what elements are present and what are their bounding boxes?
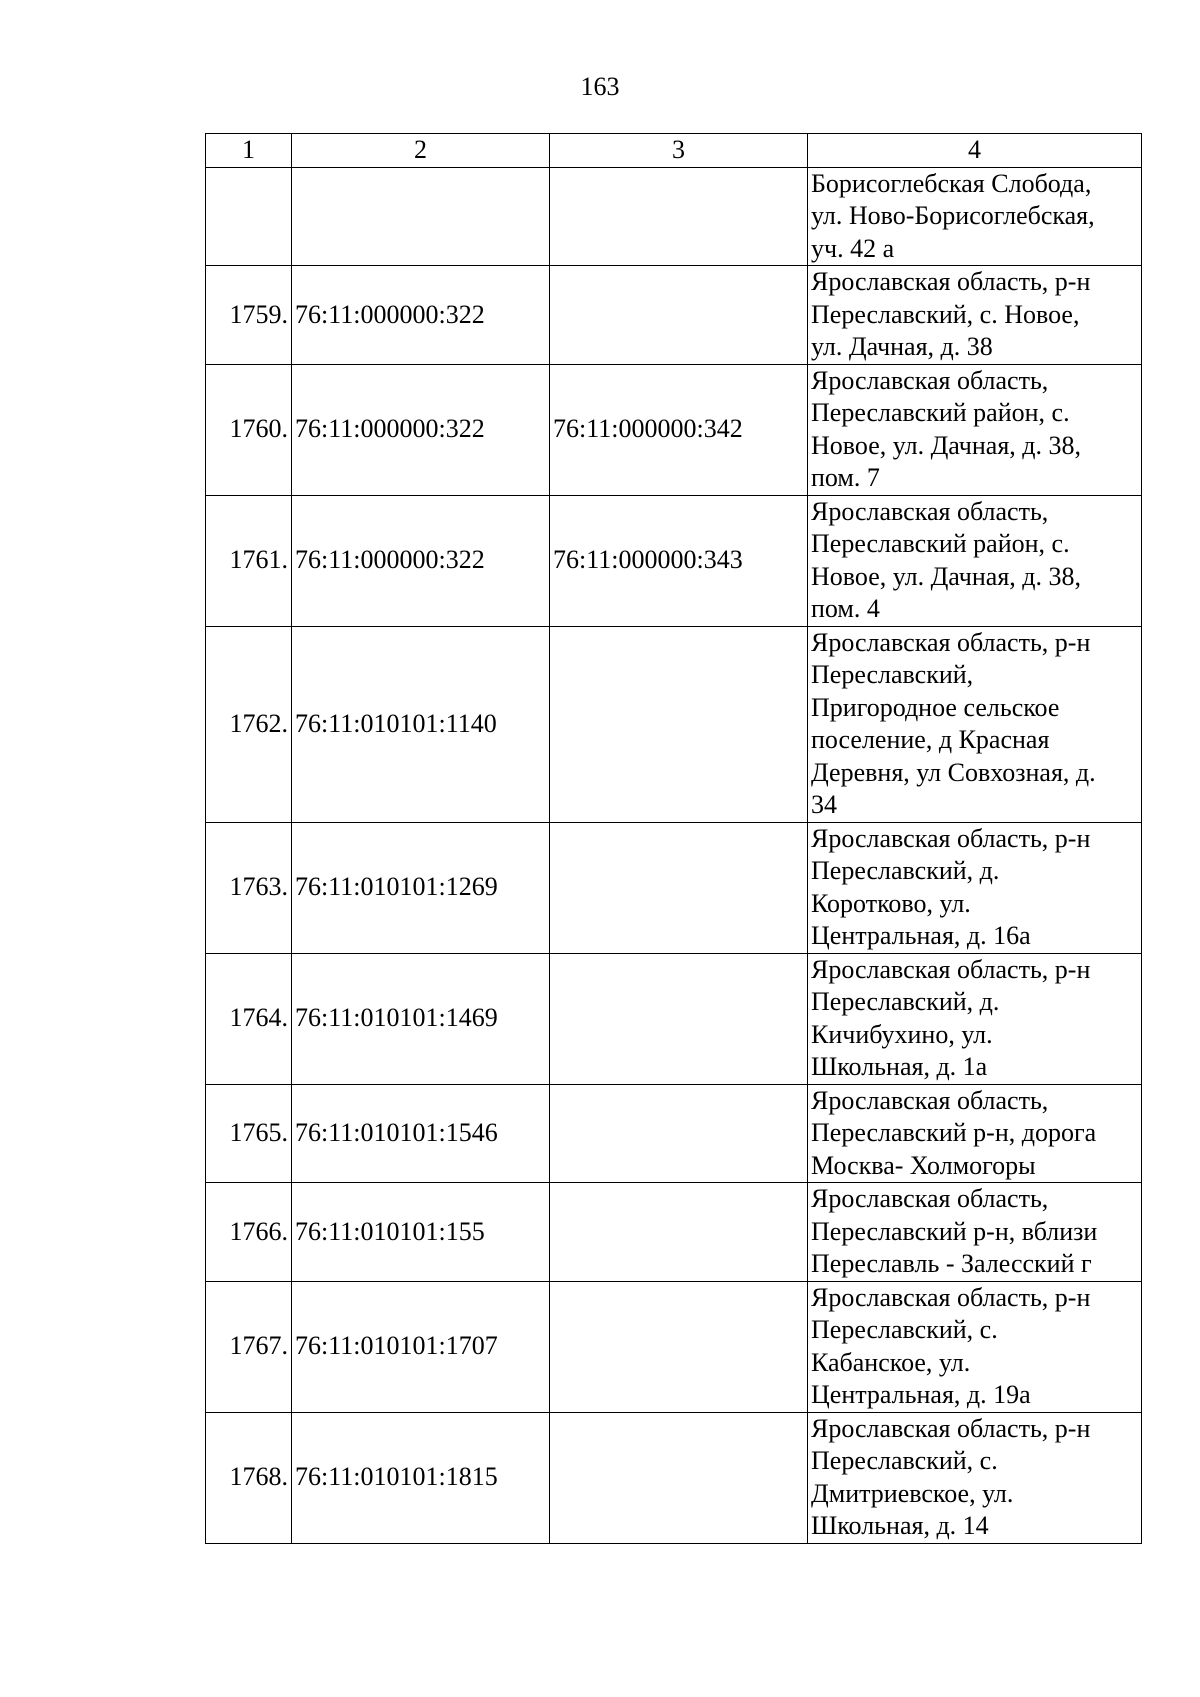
cadastral-number: 76:11:010101:1469 (292, 953, 550, 1084)
header-col-2: 2 (292, 134, 550, 168)
table-row (206, 1084, 1142, 1183)
page-number: 163 (580, 72, 620, 101)
row-number: 1768. (206, 1412, 292, 1543)
table-row (206, 266, 1142, 365)
cadastral-number: 76:11:000000:322 (292, 266, 550, 365)
header-col-3: 3 (550, 134, 808, 168)
cadastral-number-2: 76:11:000000:342 (550, 364, 808, 495)
cadastral-number-2 (550, 626, 808, 822)
address: Ярославская область, Переславский район, с. Новое, ул. Дачная, д. 38, пом. 4 (808, 495, 1142, 626)
cadastral-number: 76:11:000000:322 (292, 364, 550, 495)
registry-table (205, 133, 1142, 1544)
address: Ярославская область, Переславский район, с. Новое, ул. Дачная, д. 38, пом. 7 (808, 364, 1142, 495)
cadastral-number-2: 76:11:000000:343 (550, 495, 808, 626)
cadastral-number-2 (550, 1183, 808, 1282)
row-number: 1766. (206, 1183, 292, 1282)
address: Ярославская область, р-н Переславский, с. Новое, ул. Дачная, д. 38 (808, 266, 1142, 365)
cadastral-number-2 (550, 1412, 808, 1543)
address: Ярославская область, р-н Переславский, с. Дмитриевское, ул. Школьная, д. 14 (808, 1412, 1142, 1543)
cadastral-number: 76:11:010101:1140 (292, 626, 550, 822)
row-number: 1763. (206, 822, 292, 953)
table-row (206, 626, 1142, 822)
table-header (206, 134, 1142, 168)
cadastral-number-2 (550, 1084, 808, 1183)
address: Ярославская область, р-н Переславский, Пригородное сельское поселение, д Красная Деревня, ул Совхозная, д. 34 (808, 626, 1142, 822)
cadastral-number-2 (550, 1281, 808, 1412)
address: Ярославская область, р-н Переславский, с. Кабанское, ул. Центральная, д. 19а (808, 1281, 1142, 1412)
cadastral-number-2 (550, 167, 808, 266)
row-number: 1759. (206, 266, 292, 365)
cadastral-number: 76:11:010101:1707 (292, 1281, 550, 1412)
cadastral-number: 76:11:010101:1269 (292, 822, 550, 953)
table-row (206, 822, 1142, 953)
cadastral-number (292, 167, 550, 266)
table-row (206, 1183, 1142, 1282)
table-row (206, 1412, 1142, 1543)
header-row (206, 134, 1142, 168)
row-number: 1761. (206, 495, 292, 626)
row-number (206, 167, 292, 266)
address: Ярославская область, р-н Переславский, д. Кичибухино, ул. Школьная, д. 1а (808, 953, 1142, 1084)
address: Ярославская область, Переславский р-н, вблизи Переславль - Залесский г (808, 1183, 1142, 1282)
row-number: 1764. (206, 953, 292, 1084)
table-row (206, 364, 1142, 495)
row-number: 1767. (206, 1281, 292, 1412)
cadastral-number-2 (550, 266, 808, 365)
row-number: 1762. (206, 626, 292, 822)
cadastral-number-2 (550, 822, 808, 953)
cadastral-number-2 (550, 953, 808, 1084)
table-body (206, 167, 1142, 1543)
cadastral-number: 76:11:010101:1546 (292, 1084, 550, 1183)
address: Ярославская область, р-н Переславский, д. Коротково, ул. Центральная, д. 16а (808, 822, 1142, 953)
table-row (206, 953, 1142, 1084)
cadastral-number: 76:11:000000:322 (292, 495, 550, 626)
header-col-1: 1 (206, 134, 292, 168)
table-row (206, 1281, 1142, 1412)
row-number: 1765. (206, 1084, 292, 1183)
cadastral-number: 76:11:010101:1815 (292, 1412, 550, 1543)
cadastral-number: 76:11:010101:155 (292, 1183, 550, 1282)
header-col-4: 4 (808, 134, 1142, 168)
address: Ярославская область, Переславский р-н, дорога Москва- Холмогоры (808, 1084, 1142, 1183)
row-number: 1760. (206, 364, 292, 495)
address: Борисоглебская Слобода, ул. Ново-Борисоглебская, уч. 42 а (808, 167, 1142, 266)
table-row (206, 167, 1142, 266)
table-row (206, 495, 1142, 626)
